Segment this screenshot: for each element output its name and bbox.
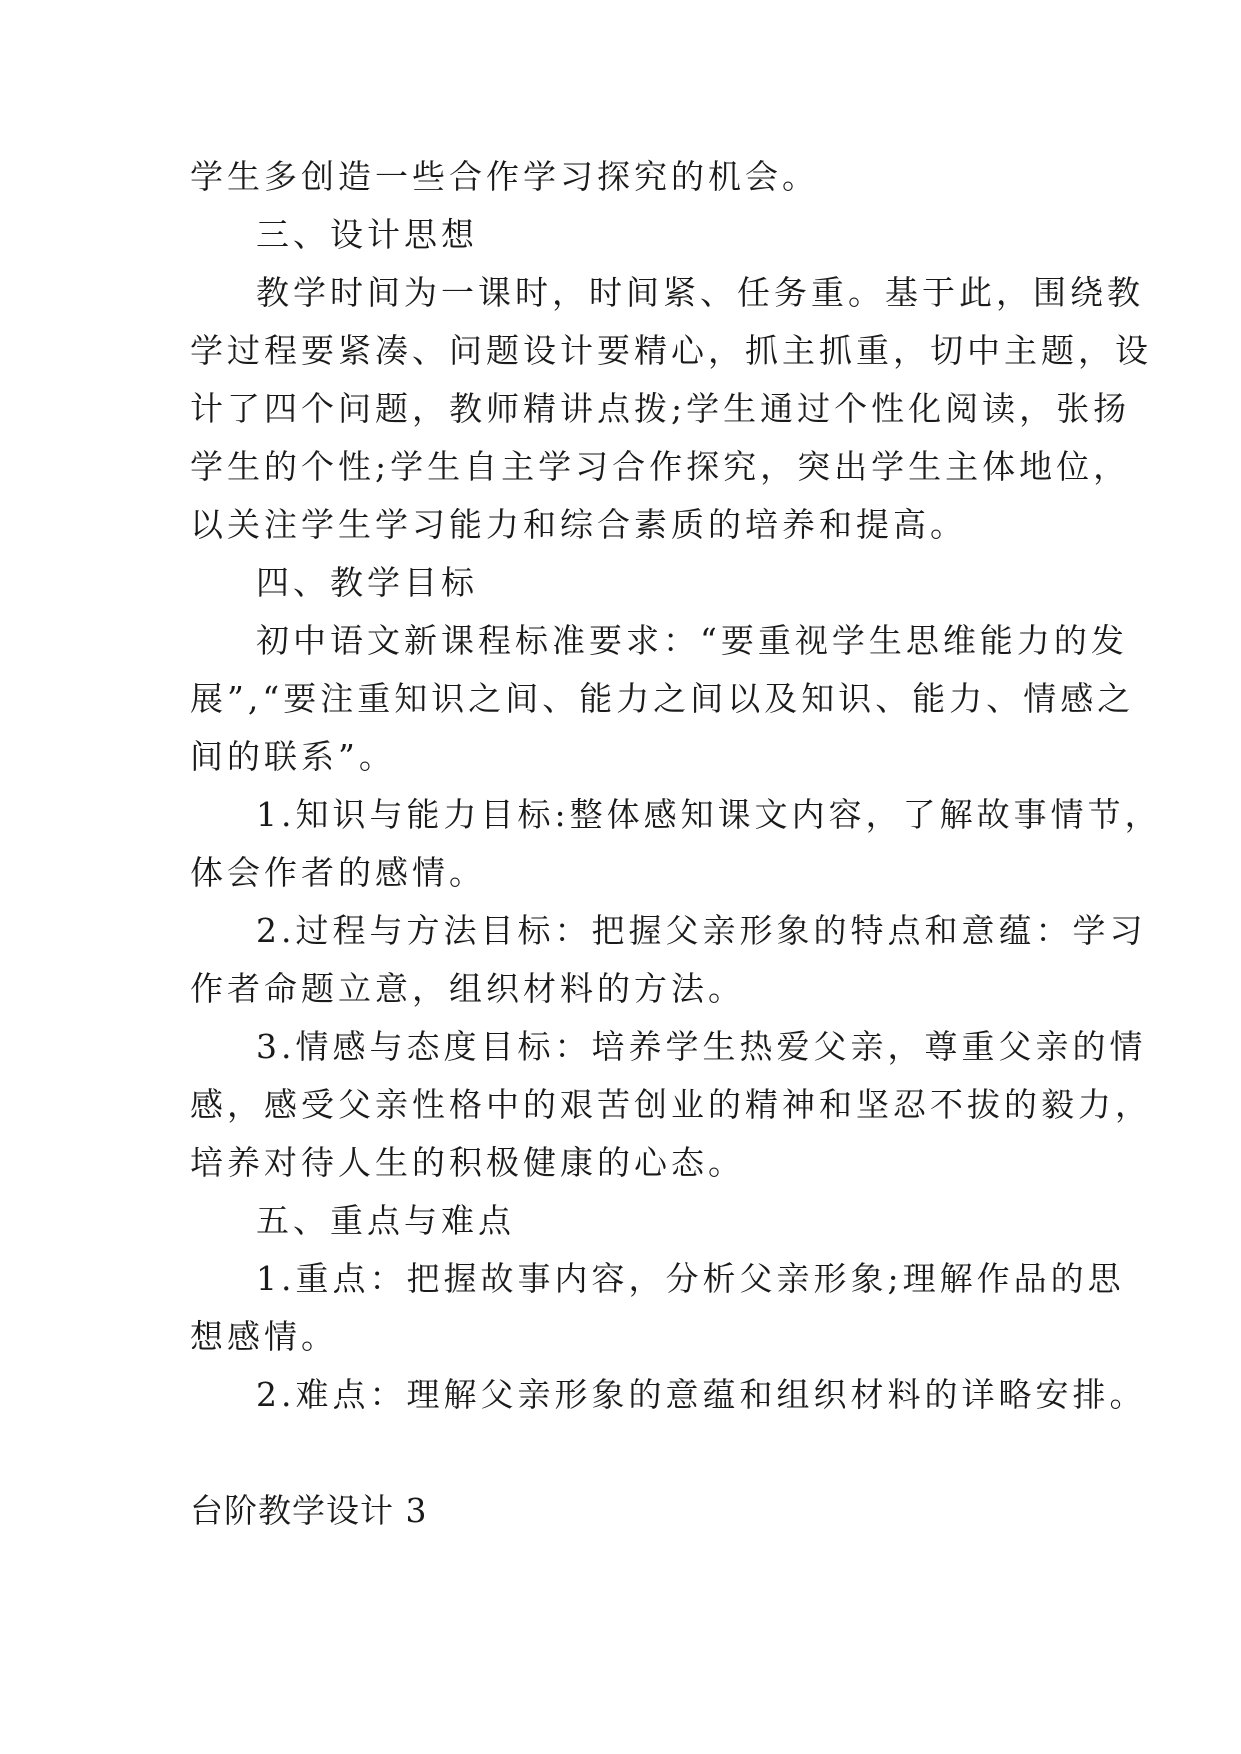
list-item: 2.过程与方法目标：把握父亲形象的特点和意蕴：学习 — [256, 911, 1147, 950]
text-line: 学生的个性;学生自主学习合作探究，突出学生主体地位， — [190, 447, 1131, 486]
text-line: 想感情。 — [190, 1317, 338, 1356]
list-item: 2.难点：理解父亲形象的意蕴和组织材料的详略安排。 — [256, 1375, 1147, 1414]
text-line: 感，感受父亲性格中的艰苦创业的精神和坚忍不拔的毅力， — [190, 1085, 1152, 1124]
text-line: 展”,“要注重知识之间、能力之间以及知识、能力、情感之 — [190, 679, 1135, 718]
document-body — [190, 148, 1162, 1540]
text-line: 计了四个问题，教师精讲点拨;学生通过个性化阅读，张扬 — [190, 389, 1131, 428]
text-line: 培养对待人生的积极健康的心态。 — [190, 1143, 745, 1182]
text-line: 以关注学生学习能力和综合素质的培养和提高。 — [190, 505, 967, 544]
list-item: 3.情感与态度目标：培养学生热爱父亲，尊重父亲的情 — [256, 1027, 1147, 1066]
text-line: 体会作者的感情。 — [190, 853, 486, 892]
text-line: 教学时间为一课时，时间紧、任务重。基于此，围绕教 — [256, 273, 1144, 312]
text-line: 学过程要紧凑、问题设计要精心，抓主抓重，切中主题，设 — [190, 331, 1152, 370]
text-line: 学生多创造一些合作学习探究的机会。 — [190, 157, 819, 196]
document-title: 台阶教学设计 3 — [190, 1491, 428, 1530]
section-heading: 五、重点与难点 — [256, 1201, 515, 1240]
spacer — [190, 1424, 1070, 1482]
text-line: 作者命题立意，组织材料的方法。 — [190, 969, 745, 1008]
text-line: 间的联系”。 — [190, 737, 396, 776]
section-heading: 三、设计思想 — [256, 215, 478, 254]
list-item: 1.知识与能力目标:整体感知课文内容，了解故事情节， — [256, 795, 1162, 834]
text-line: 初中语文新课程标准要求：“要重视学生思维能力的发 — [256, 621, 1128, 660]
list-item: 1.重点：把握故事内容，分析父亲形象;理解作品的思 — [256, 1259, 1125, 1298]
section-heading: 四、教学目标 — [256, 563, 478, 602]
